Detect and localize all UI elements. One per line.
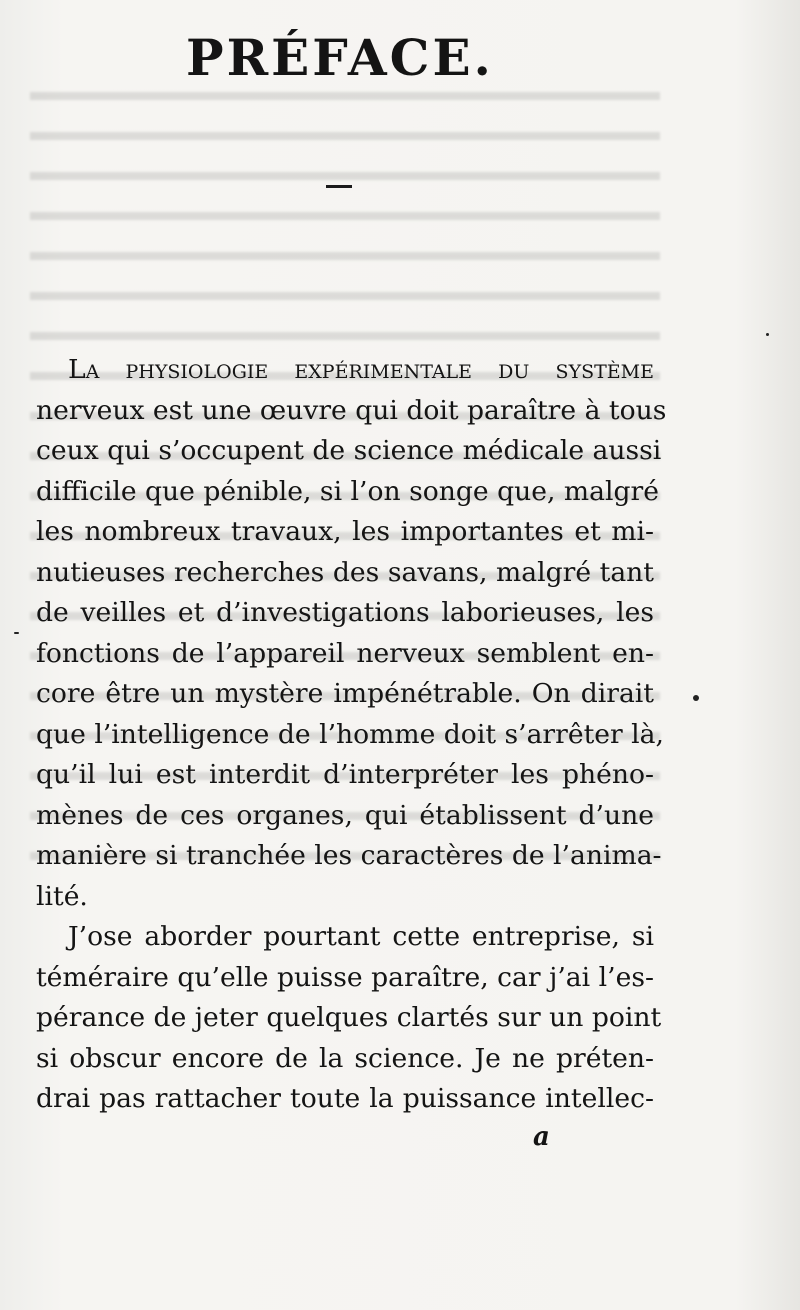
- text-line: difficile que pénible, si l’on songe que, malgré: [36, 475, 659, 507]
- text-line: les nombreux travaux, les importantes et mi-: [36, 516, 654, 547]
- text-line: nutieuses recherches des savans, malgré tant: [36, 556, 654, 588]
- text-line: ceux qui s’occupent de science médicale aussi: [36, 435, 662, 466]
- text-line: fonctions de l’appareil nerveux semblent en-: [36, 637, 654, 669]
- text-line: core être un mystère impénétrable. On dirait: [36, 678, 654, 709]
- title-rule: [326, 185, 352, 188]
- text-line: si obscur encore de la science. Je ne préten-: [36, 1042, 654, 1074]
- ink-speck: [14, 632, 19, 634]
- text-line: de veilles et d’investigations laborieuses, les: [36, 597, 654, 628]
- text-line: que l’intelligence de l’homme doit s’arrêter là,: [36, 718, 664, 750]
- page-title: PRÉFACE.: [186, 28, 494, 87]
- text-line: La physiologie expérimentale du système: [68, 354, 654, 385]
- text-line: lité.: [36, 880, 88, 912]
- text-line: drai pas rattacher toute la puissance intellec-: [36, 1083, 654, 1114]
- ink-speck: [766, 333, 769, 336]
- text-line: nerveux est une œuvre qui doit paraître à tous: [36, 394, 667, 426]
- text-line: J’ose aborder pourtant cette entreprise, si: [68, 921, 654, 952]
- text-line: qu’il lui est interdit d’interpréter les phéno-: [36, 759, 654, 790]
- text-line: mènes de ces organes, qui établissent d’une: [36, 799, 654, 831]
- text-line: téméraire qu’elle puisse paraître, car j’ai l’es-: [36, 961, 654, 993]
- ink-speck: [693, 695, 699, 701]
- signature-mark: a: [533, 1122, 550, 1152]
- text-line: manière si tranchée les caractères de l’anima-: [36, 840, 662, 871]
- text-line: pérance de jeter quelques clartés sur un point: [36, 1002, 662, 1033]
- body-text: [36, 350, 667, 1120]
